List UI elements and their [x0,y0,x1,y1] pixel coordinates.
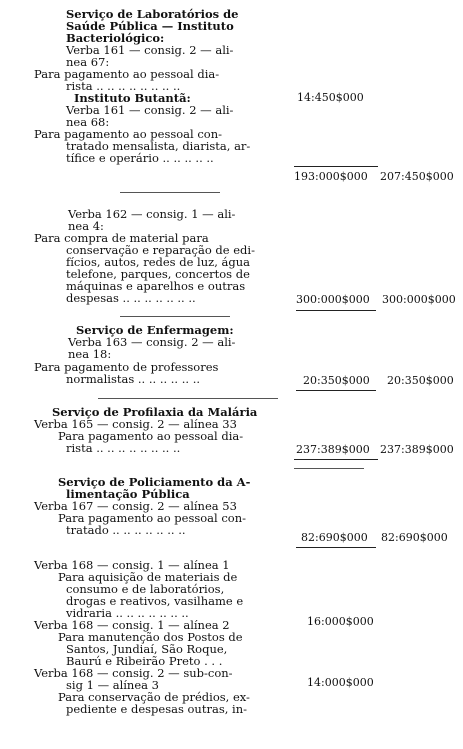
section-heading: Saúde Pública — Instituto [66,19,234,33]
amount-value: 237:389$000 [380,443,454,456]
text-line: pediente e despesas outras, in- [66,702,248,716]
text-line: tratado mensalista, diarista, ar- [66,139,251,153]
section-heading: Serviço de Profilaxia da Malária [52,405,258,419]
amount-value: 16:000$000 [307,615,374,628]
subtotal-rule [296,547,376,548]
text-line: Verba 165 — consig. 2 — alínea 33 [34,417,237,431]
text-line: nea 4: [68,219,104,233]
section-divider [120,316,230,317]
text-line: Verba 161 — consig. 2 — ali- [66,103,234,117]
amount-value: 237:389$000 [296,443,370,456]
text-line: Verba 168 — consig. 2 — sub-con- [34,666,233,680]
text-line: Baurú e Ribeirão Preto . . . [66,654,223,668]
text-line: rista .. .. .. .. .. .. .. .. [66,441,181,455]
amount-value: 82:690$000 [381,531,448,544]
text-line: máquinas e aparelhos e outras [66,279,246,293]
text-line: Santos, Jundiaí, São Roque, [66,642,228,656]
text-line: nea 67: [66,55,110,69]
text-line: Para compra de material para [34,231,209,245]
text-line: Para aquisição de materiais de [58,570,238,584]
text-line: nea 68: [66,115,110,129]
text-line: drogas e reativos, vasilhame e [66,594,244,608]
subtotal-rule [296,390,376,391]
section-divider [98,398,278,399]
amount-value: 20:350$000 [303,374,370,387]
amount-value: 207:450$000 [380,170,454,183]
section-divider [294,468,364,469]
text-line: Para pagamento ao pessoal dia- [58,429,244,443]
text-line: Verba 163 — consig. 2 — ali- [68,335,236,349]
section-divider [120,192,220,193]
section-heading: Serviço de Policiamento da A- [58,475,251,489]
text-line: Para pagamento ao pessoal con- [34,127,223,141]
text-line: tífice e operário .. .. .. .. .. [66,151,214,165]
text-line: nea 18: [68,347,112,361]
text-line: Verba 162 — consig. 1 — ali- [68,207,236,221]
amount-value: 82:690$000 [301,531,368,544]
subtotal-rule [294,166,378,167]
text-line: telefone, parques, concertos de [66,267,250,281]
text-line: fícios, autos, redes de luz, água [66,255,250,269]
section-heading: Instituto Butantã: [74,91,191,105]
amount-value: 14:000$000 [307,676,374,689]
text-line: normalistas .. .. .. .. .. .. [66,372,201,386]
text-line: Verba 161 — consig. 2 — ali- [66,43,234,57]
text-line: Para pagamento ao pessoal dia- [34,67,220,81]
text-line: Verba 167 — consig. 2 — alínea 53 [34,499,237,513]
section-heading: Serviço de Enfermagem: [76,323,234,337]
text-line: sig 1 — alínea 3 [66,678,159,692]
text-line: consumo e de laboratórios, [66,582,225,596]
text-line: rista .. .. .. .. .. .. .. .. [66,79,181,93]
amount-value: 300:000$000 [296,293,370,306]
subtotal-rule [296,310,376,311]
subtotal-rule [294,459,378,460]
text-line: Verba 168 — consig. 1 — alínea 2 [34,618,230,632]
text-line: Para pagamento ao pessoal con- [58,511,247,525]
text-line: Para pagamento de professores [34,360,219,374]
text-line: despesas .. .. .. .. .. .. .. [66,291,196,305]
amount-value: 193:000$000 [294,170,368,183]
amount-value: 14:450$000 [297,91,364,104]
amount-value: 300:000$000 [382,293,456,306]
text-line: conservação e reparação de edi- [66,243,255,257]
section-heading: Bacteriológico: [66,31,165,45]
text-line: Verba 168 — consig. 1 — alínea 1 [34,558,230,572]
amount-value: 20:350$000 [387,374,454,387]
section-heading: Serviço de Laboratórios de [66,7,239,21]
text-line: vidraria .. .. .. .. .. .. .. [66,606,189,620]
text-line: Para conservação de prédios, ex- [58,690,250,704]
text-line: Para manutenção dos Postos de [58,630,243,644]
section-heading: limentação Pública [66,487,190,501]
text-line: tratado .. .. .. .. .. .. .. [66,523,186,537]
